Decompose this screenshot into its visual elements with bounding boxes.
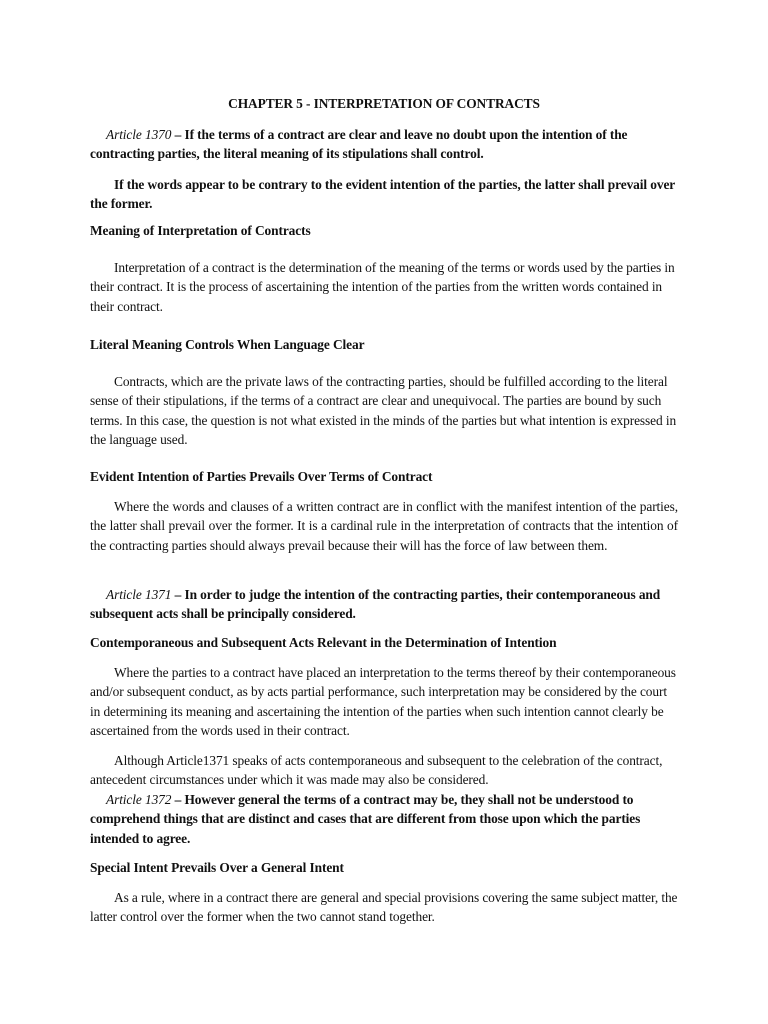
paragraph-literal-meaning: Contracts, which are the private laws of the contracting parties, should be fulfilled according to the literal sense of their stipulations, if the terms of a contract are clear and unequivocal. The parties are bound by such terms. In this case, the question is not what existed in the minds of the parties but what intention is expressed in the language used. [90,374,677,448]
article-1372-label: Article 1372 [106,792,172,807]
article-1370-second-paragraph: If the words appear to be contrary to the evident intention of the parties, the latter shall prevail over the former. [90,177,675,212]
article-1370-text: If the terms of a contract are clear and leave no doubt upon the intention of the contracting parties, the literal meaning of its stipulations shall control. [90,127,628,162]
chapter-title: CHAPTER 5 - INTERPRETATION OF CONTRACTS [228,96,540,111]
article-1371-paragraph [90,585,678,624]
article-1372-text: However general the terms of a contract may be, they shall not be understood to comprehend things that are distinct and cases that are different from those upon which the parties intended to agree. [90,792,641,846]
document-page [90,0,678,1024]
paragraph-special-intent: As a rule, where in a contract there are general and special provisions covering the same subject matter, the latter control over the former when the two cannot stand together. [90,890,678,925]
article-1372-paragraph [90,790,678,848]
heading-literal-meaning: Literal Meaning Controls When Language Clear [90,337,365,352]
article-1370-paragraph [90,125,678,164]
heading-evident-intention: Evident Intention of Parties Prevails Over Terms of Contract [90,469,433,484]
heading-contemporaneous-acts: Contemporaneous and Subsequent Acts Relevant in the Determination of Intention [90,635,557,650]
heading-meaning-of-interpretation: Meaning of Interpretation of Contracts [90,223,311,238]
paragraph-evident-intention: Where the words and clauses of a written contract are in conflict with the manifest intention of the parties, the latter shall prevail over the former. It is a cardinal rule in the interpretation of contracts that the intention of the contracting parties should always prevail because their will has the force of law between them. [90,499,678,553]
article-1371-label: Article 1371 [106,587,172,602]
paragraph-meaning-of-interpretation: Interpretation of a contract is the determination of the meaning of the terms or words used by the parties in their contract. It is the process of ascertaining the intention of the parties from the written words contained in their contract. [90,260,675,314]
paragraph-antecedent-circumstances: Although Article1371 speaks of acts contemporaneous and subsequent to the celebration of the contract, antecedent circumstances under which it was made may also be considered. [90,753,663,788]
article-1371-dash: – [171,587,185,602]
article-1371-text: In order to judge the intention of the contracting parties, their contemporaneous and subsequent acts shall be principally considered. [90,587,661,622]
article-1370-dash: – [171,127,185,142]
paragraph-contemporaneous-acts: Where the parties to a contract have placed an interpretation to the terms thereof by their contemporaneous and/or subsequent conduct, as by acts partial performance, such interpretation may be considered by the court in determining its meaning and ascertaining the intention of the parties when such intention cannot clearly be ascertained from the words used in their contract. [90,665,676,739]
heading-special-intent: Special Intent Prevails Over a General Intent [90,860,344,875]
article-1370-label: Article 1370 [106,127,172,142]
article-1372-dash: – [171,792,185,807]
